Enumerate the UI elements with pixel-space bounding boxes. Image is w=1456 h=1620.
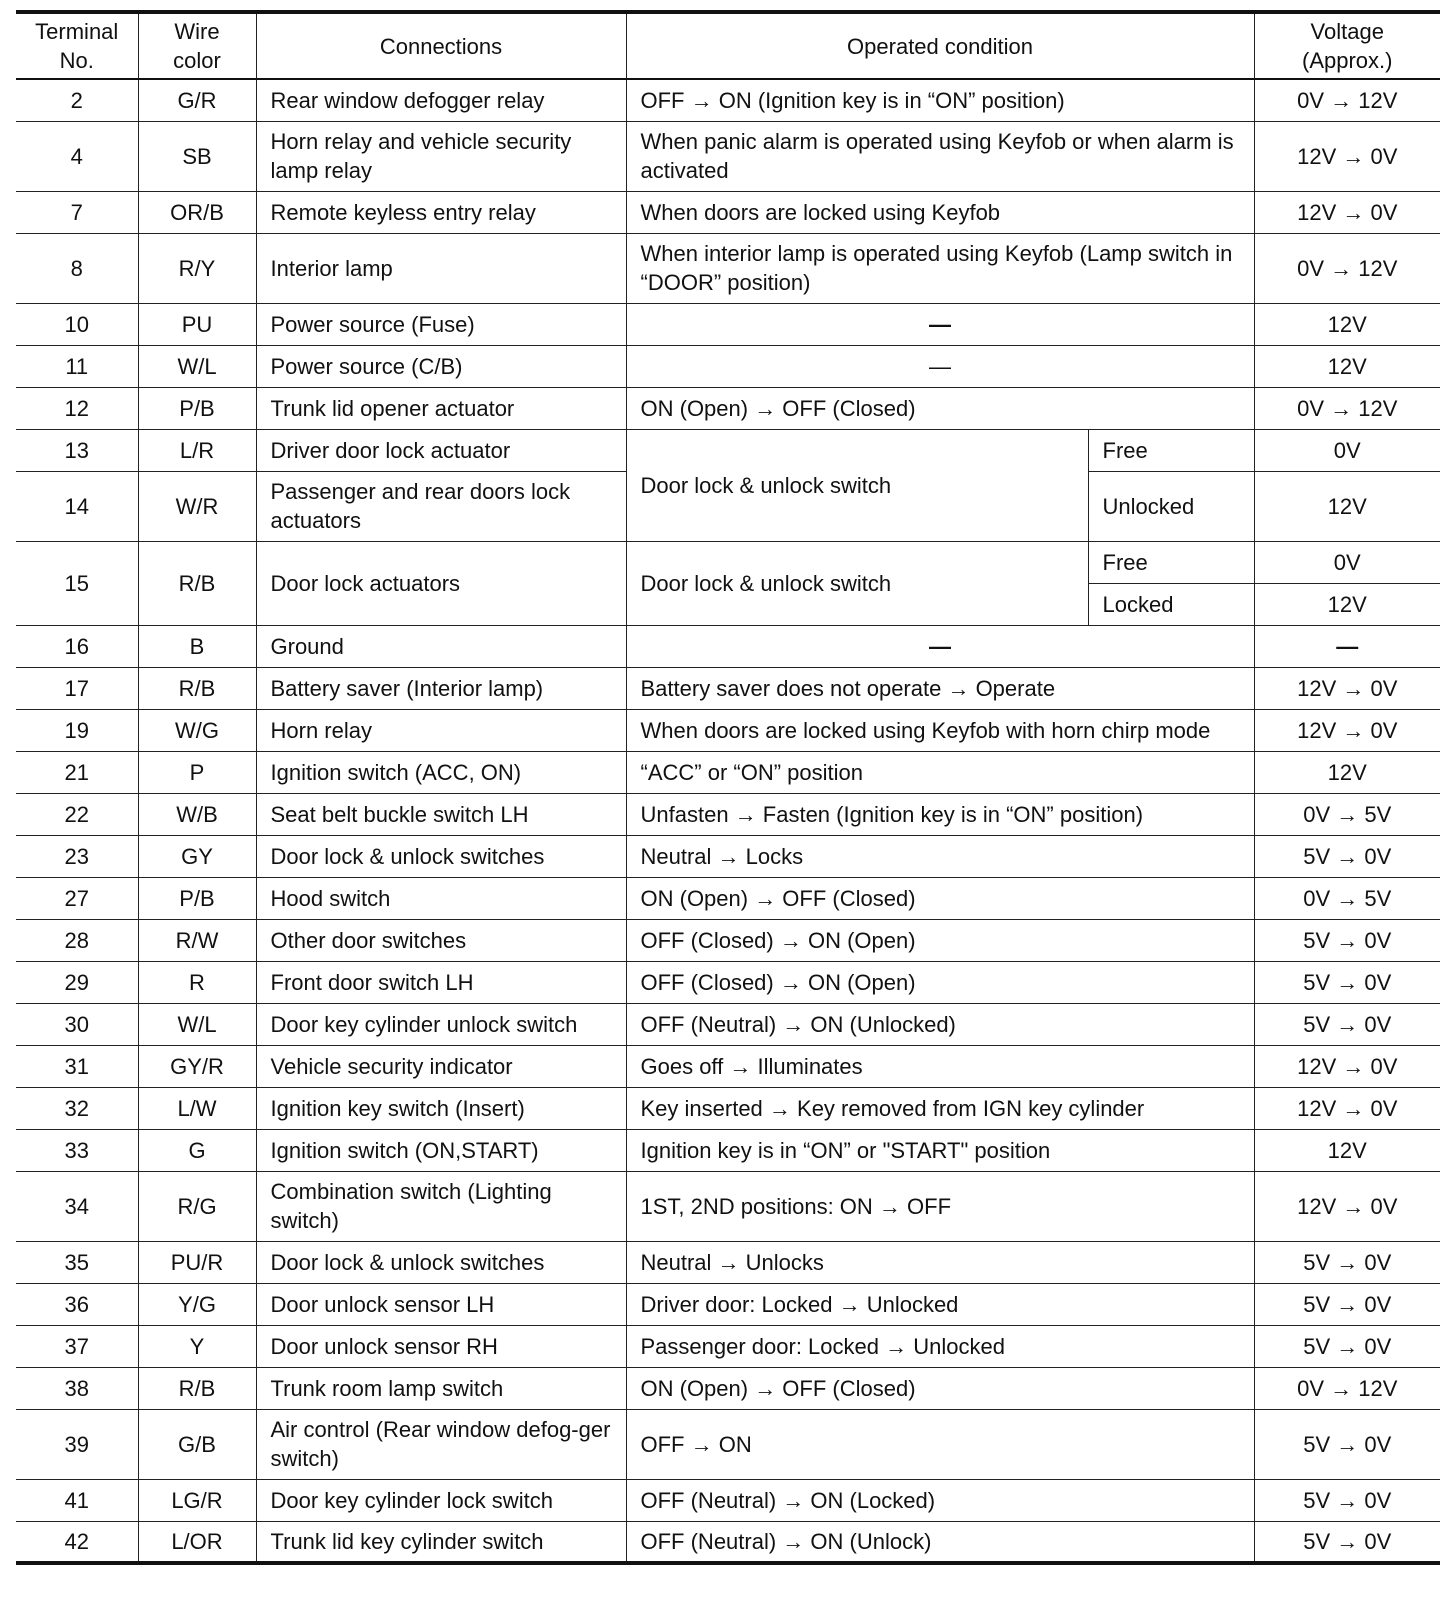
terminal-no: 23: [16, 835, 138, 877]
connection: Ignition switch (ON,START): [256, 1129, 626, 1171]
voltage: 5V → 0V: [1254, 1521, 1440, 1563]
connection: Seat belt buckle switch LH: [256, 793, 626, 835]
header-terminal: Terminal No.: [16, 12, 138, 79]
terminal-no: 11: [16, 345, 138, 387]
voltage: 0V → 12V: [1254, 387, 1440, 429]
wire-color: Y: [138, 1325, 256, 1367]
connection: Interior lamp: [256, 233, 626, 303]
connection: Trunk lid opener actuator: [256, 387, 626, 429]
voltage: 12V → 0V: [1254, 1087, 1440, 1129]
wire-color: P/B: [138, 877, 256, 919]
table-row: [16, 1409, 1440, 1479]
wire-color: PU/R: [138, 1241, 256, 1283]
wire-color: OR/B: [138, 191, 256, 233]
terminal-voltage-table: [16, 10, 1440, 1565]
voltage: 0V → 5V: [1254, 793, 1440, 835]
terminal-no: 13: [16, 429, 138, 471]
terminal-no: 28: [16, 919, 138, 961]
wire-color: R/G: [138, 1171, 256, 1241]
operated-condition: When doors are locked using Keyfob: [626, 191, 1254, 233]
voltage: 0V: [1254, 541, 1440, 583]
switch-state: Unlocked: [1088, 471, 1254, 541]
wire-color: L/OR: [138, 1521, 256, 1563]
operated-condition: When panic alarm is operated using Keyfob or when alarm is activated: [626, 121, 1254, 191]
connection: Trunk room lamp switch: [256, 1367, 626, 1409]
connection: Door unlock sensor LH: [256, 1283, 626, 1325]
switch-state: Free: [1088, 541, 1254, 583]
table-row: [16, 1325, 1440, 1367]
switch-state: Free: [1088, 429, 1254, 471]
wire-color: R/Y: [138, 233, 256, 303]
table-row: [16, 191, 1440, 233]
table-row: [16, 877, 1440, 919]
voltage: 12V: [1254, 303, 1440, 345]
table-row: [16, 751, 1440, 793]
table-row: [16, 1367, 1440, 1409]
wire-color: Y/G: [138, 1283, 256, 1325]
table-row: [16, 919, 1440, 961]
terminal-no: 29: [16, 961, 138, 1003]
voltage: —: [1254, 625, 1440, 667]
operated-condition: Battery saver does not operate → Operate: [626, 667, 1254, 709]
table-row: [16, 709, 1440, 751]
terminal-no: 42: [16, 1521, 138, 1563]
connection: Combination switch (Lighting switch): [256, 1171, 626, 1241]
connection: Other door switches: [256, 919, 626, 961]
table-row: [16, 121, 1440, 191]
table-row: [16, 1045, 1440, 1087]
wire-color: W/R: [138, 471, 256, 541]
table-row: [16, 1283, 1440, 1325]
connection: Horn relay and vehicle security lamp relay: [256, 121, 626, 191]
terminal-no: 17: [16, 667, 138, 709]
operated-condition: Passenger door: Locked → Unlocked: [626, 1325, 1254, 1367]
header-connections: Connections: [256, 12, 626, 79]
terminal-no: 12: [16, 387, 138, 429]
voltage: 0V → 5V: [1254, 877, 1440, 919]
wire-color: P: [138, 751, 256, 793]
wire-color: P/B: [138, 387, 256, 429]
terminal-no: 41: [16, 1479, 138, 1521]
voltage: 12V: [1254, 1129, 1440, 1171]
wire-color: W/G: [138, 709, 256, 751]
voltage: 12V: [1254, 751, 1440, 793]
operated-condition: OFF → ON (Ignition key is in “ON” position): [626, 79, 1254, 121]
header-operated-condition: Operated condition: [626, 12, 1254, 79]
connection: Air control (Rear window defog-ger switch): [256, 1409, 626, 1479]
operated-condition: OFF (Neutral) → ON (Unlocked): [626, 1003, 1254, 1045]
terminal-no: 39: [16, 1409, 138, 1479]
table-row: [16, 429, 1440, 471]
operated-condition: OFF (Closed) → ON (Open): [626, 919, 1254, 961]
voltage: 0V → 12V: [1254, 233, 1440, 303]
operated-condition: —: [626, 345, 1254, 387]
connection: Ground: [256, 625, 626, 667]
operated-condition: ON (Open) → OFF (Closed): [626, 387, 1254, 429]
voltage: 12V → 0V: [1254, 1171, 1440, 1241]
terminal-no: 22: [16, 793, 138, 835]
terminal-no: 14: [16, 471, 138, 541]
terminal-table-container: [16, 10, 1440, 1565]
operated-condition: ON (Open) → OFF (Closed): [626, 1367, 1254, 1409]
connection: Ignition switch (ACC, ON): [256, 751, 626, 793]
connection: Door unlock sensor RH: [256, 1325, 626, 1367]
wire-color: W/L: [138, 345, 256, 387]
operated-condition: Driver door: Locked → Unlocked: [626, 1283, 1254, 1325]
voltage: 5V → 0V: [1254, 1283, 1440, 1325]
terminal-no: 4: [16, 121, 138, 191]
operated-condition: Key inserted → Key removed from IGN key cylinder: [626, 1087, 1254, 1129]
operated-condition: Door lock & unlock switch: [626, 541, 1088, 625]
terminal-no: 31: [16, 1045, 138, 1087]
voltage: 0V: [1254, 429, 1440, 471]
connection: Hood switch: [256, 877, 626, 919]
wire-color: PU: [138, 303, 256, 345]
voltage: 5V → 0V: [1254, 835, 1440, 877]
terminal-no: 37: [16, 1325, 138, 1367]
connection: Door key cylinder lock switch: [256, 1479, 626, 1521]
operated-condition: Neutral → Locks: [626, 835, 1254, 877]
table-row: [16, 835, 1440, 877]
voltage: 12V: [1254, 345, 1440, 387]
connection: Ignition key switch (Insert): [256, 1087, 626, 1129]
voltage: 12V → 0V: [1254, 191, 1440, 233]
operated-condition: Goes off → Illuminates: [626, 1045, 1254, 1087]
table-row: [16, 1241, 1440, 1283]
operated-condition: Door lock & unlock switch: [626, 429, 1088, 541]
connection: Power source (C/B): [256, 345, 626, 387]
table-row: [16, 303, 1440, 345]
voltage: 5V → 0V: [1254, 1325, 1440, 1367]
terminal-no: 35: [16, 1241, 138, 1283]
operated-condition: OFF (Neutral) → ON (Unlock): [626, 1521, 1254, 1563]
voltage: 12V → 0V: [1254, 667, 1440, 709]
connection: Trunk lid key cylinder switch: [256, 1521, 626, 1563]
terminal-no: 15: [16, 541, 138, 625]
table-row: [16, 1129, 1440, 1171]
voltage: 5V → 0V: [1254, 1003, 1440, 1045]
voltage: 5V → 0V: [1254, 919, 1440, 961]
connection: Door lock & unlock switches: [256, 835, 626, 877]
connection: Battery saver (Interior lamp): [256, 667, 626, 709]
connection: Front door switch LH: [256, 961, 626, 1003]
terminal-no: 2: [16, 79, 138, 121]
terminal-no: 7: [16, 191, 138, 233]
terminal-no: 38: [16, 1367, 138, 1409]
wire-color: B: [138, 625, 256, 667]
voltage: 5V → 0V: [1254, 1241, 1440, 1283]
operated-condition: OFF (Neutral) → ON (Locked): [626, 1479, 1254, 1521]
wire-color: GY/R: [138, 1045, 256, 1087]
wire-color: L/R: [138, 429, 256, 471]
table-row: [16, 793, 1440, 835]
wire-color: R/B: [138, 667, 256, 709]
terminal-no: 19: [16, 709, 138, 751]
header-wire-color: Wire color: [138, 12, 256, 79]
table-row: [16, 667, 1440, 709]
connection: Vehicle security indicator: [256, 1045, 626, 1087]
wire-color: G/B: [138, 1409, 256, 1479]
operated-condition: ON (Open) → OFF (Closed): [626, 877, 1254, 919]
wire-color: G/R: [138, 79, 256, 121]
wire-color: R/B: [138, 1367, 256, 1409]
connection: Power source (Fuse): [256, 303, 626, 345]
connection: Remote keyless entry relay: [256, 191, 626, 233]
wire-color: SB: [138, 121, 256, 191]
connection: Door key cylinder unlock switch: [256, 1003, 626, 1045]
terminal-no: 30: [16, 1003, 138, 1045]
terminal-no: 10: [16, 303, 138, 345]
connection: Door lock & unlock switches: [256, 1241, 626, 1283]
operated-condition: Ignition key is in “ON” or "START" position: [626, 1129, 1254, 1171]
table-row: [16, 1521, 1440, 1563]
operated-condition: OFF (Closed) → ON (Open): [626, 961, 1254, 1003]
header-row: [16, 12, 1440, 79]
voltage: 0V → 12V: [1254, 79, 1440, 121]
terminal-no: 34: [16, 1171, 138, 1241]
connection: Horn relay: [256, 709, 626, 751]
terminal-no: 16: [16, 625, 138, 667]
table-row: [16, 79, 1440, 121]
voltage: 5V → 0V: [1254, 961, 1440, 1003]
terminal-no: 27: [16, 877, 138, 919]
wire-color: R/W: [138, 919, 256, 961]
voltage: 5V → 0V: [1254, 1409, 1440, 1479]
table-row: [16, 625, 1440, 667]
table-row: [16, 961, 1440, 1003]
table-row: [16, 1171, 1440, 1241]
wire-color: R: [138, 961, 256, 1003]
header-voltage: Voltage (Approx.): [1254, 12, 1440, 79]
connection: Driver door lock actuator: [256, 429, 626, 471]
table-row: [16, 1479, 1440, 1521]
voltage: 5V → 0V: [1254, 1479, 1440, 1521]
table-row: [16, 541, 1440, 583]
connection: Door lock actuators: [256, 541, 626, 625]
connection: Rear window defogger relay: [256, 79, 626, 121]
table-row: [16, 1087, 1440, 1129]
terminal-no: 32: [16, 1087, 138, 1129]
voltage: 12V → 0V: [1254, 709, 1440, 751]
operated-condition: —: [626, 303, 1254, 345]
operated-condition: When interior lamp is operated using Keyfob (Lamp switch in “DOOR” position): [626, 233, 1254, 303]
operated-condition: —: [626, 625, 1254, 667]
voltage: 12V → 0V: [1254, 121, 1440, 191]
wire-color: LG/R: [138, 1479, 256, 1521]
operated-condition: “ACC” or “ON” position: [626, 751, 1254, 793]
terminal-no: 8: [16, 233, 138, 303]
terminal-no: 36: [16, 1283, 138, 1325]
table-row: [16, 233, 1440, 303]
terminal-no: 21: [16, 751, 138, 793]
terminal-no: 33: [16, 1129, 138, 1171]
operated-condition: OFF → ON: [626, 1409, 1254, 1479]
table-row: [16, 1003, 1440, 1045]
voltage: 0V → 12V: [1254, 1367, 1440, 1409]
connection: Passenger and rear doors lock actuators: [256, 471, 626, 541]
table-row: [16, 345, 1440, 387]
operated-condition: When doors are locked using Keyfob with horn chirp mode: [626, 709, 1254, 751]
wire-color: GY: [138, 835, 256, 877]
wire-color: G: [138, 1129, 256, 1171]
operated-condition: Unfasten → Fasten (Ignition key is in “ON” position): [626, 793, 1254, 835]
wire-color: L/W: [138, 1087, 256, 1129]
operated-condition: Neutral → Unlocks: [626, 1241, 1254, 1283]
switch-state: Locked: [1088, 583, 1254, 625]
table-row: [16, 387, 1440, 429]
wire-color: R/B: [138, 541, 256, 625]
operated-condition: 1ST, 2ND positions: ON → OFF: [626, 1171, 1254, 1241]
voltage: 12V: [1254, 583, 1440, 625]
voltage: 12V: [1254, 471, 1440, 541]
voltage: 12V → 0V: [1254, 1045, 1440, 1087]
wire-color: W/L: [138, 1003, 256, 1045]
wire-color: W/B: [138, 793, 256, 835]
